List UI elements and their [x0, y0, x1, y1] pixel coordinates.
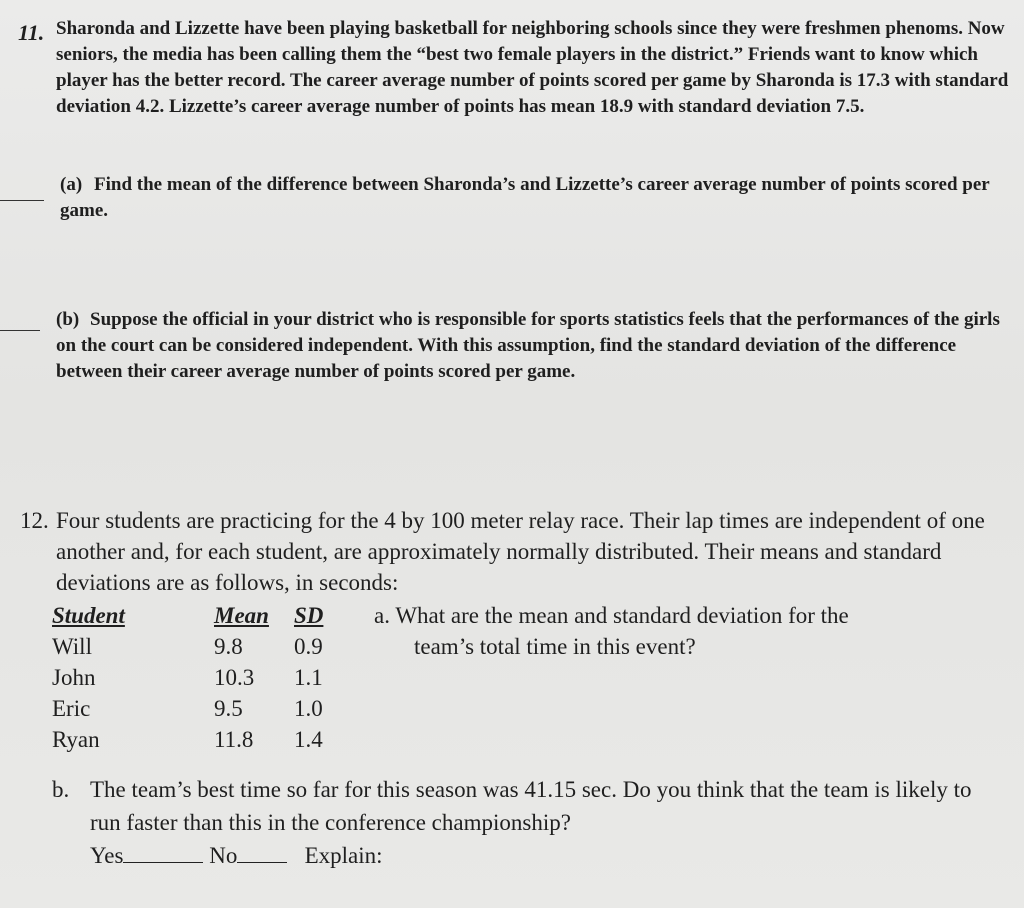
question-12-part-b: [52, 773, 1002, 872]
answer-blank-a: [0, 200, 44, 201]
student-name: Ryan: [52, 727, 100, 752]
header-mean: Mean: [214, 603, 269, 628]
q12-part-a-label: a.: [374, 603, 390, 628]
yes-label: Yes: [90, 843, 124, 868]
student-name: Eric: [52, 696, 91, 721]
question-12-part-a: [374, 600, 974, 662]
yes-blank[interactable]: [123, 842, 203, 863]
question-11-text: Sharonda and Lizzette have been playing basketball for neighboring schools since they were freshmen phenoms. Now seniors, the media has been calling them the “best two female players in the district.” Friends want to know which player has the better record. The career average number of points scored per game by Sharonda is 17.3 with standard deviation 4.2. Lizzette’s career average number of points has mean 18.9 with standard deviation 7.5.: [56, 18, 1009, 117]
question-11: [10, 16, 1010, 120]
student-mean: 9.5: [214, 696, 243, 721]
student-sd: 1.4: [294, 727, 323, 752]
q12-part-b-text: The team’s best time so far for this season was 41.15 sec. Do you think that the team is likely to run faster than this in the conference championship?: [90, 777, 972, 835]
no-blank[interactable]: [237, 842, 287, 863]
q12-part-a-line2: team’s total time in this event?: [414, 634, 696, 659]
explain-label: Explain:: [304, 843, 383, 868]
question-12: [20, 505, 1010, 598]
header-sd: SD: [294, 603, 324, 628]
answer-blank-b: [0, 330, 40, 331]
student-sd: 1.0: [294, 696, 323, 721]
part-a-text: Find the mean of the difference between Sharonda’s and Lizzette’s career average number of points scored per game.: [60, 174, 990, 221]
q12-part-a-line1: What are the mean and standard deviation for the: [395, 603, 849, 628]
student-sd: 0.9: [294, 634, 323, 659]
student-name: John: [52, 665, 96, 690]
header-student: Student: [52, 603, 125, 628]
student-name: Will: [52, 634, 92, 659]
part-a-label: (a): [60, 174, 83, 195]
part-b-label: (b): [56, 309, 80, 330]
question-12-text: Four students are practicing for the 4 by 100 meter relay race. Their lap times are independent of one another and, for each student, are approximately normally distributed. Their means and standard deviations are as follows, in seconds:: [56, 508, 985, 595]
no-label: No: [209, 843, 238, 868]
student-mean: 11.8: [214, 727, 254, 752]
q12-part-b-label: b.: [52, 777, 70, 802]
student-sd: 1.1: [294, 665, 323, 690]
question-11-number: 11.: [18, 20, 45, 45]
question-11-part-b: [56, 307, 1011, 385]
student-mean: 9.8: [214, 634, 243, 659]
question-12-number: 12.: [20, 508, 49, 533]
question-11-part-a: [60, 172, 1010, 224]
part-b-text: Suppose the official in your district who is responsible for sports statistics feels that the performances of the girls on the court can be considered independent. With this assumption, find the standard deviation of the difference between their career average number of points scored per game.: [56, 309, 1000, 382]
student-mean: 10.3: [214, 665, 255, 690]
yes-no-answer-line: [90, 839, 1002, 872]
